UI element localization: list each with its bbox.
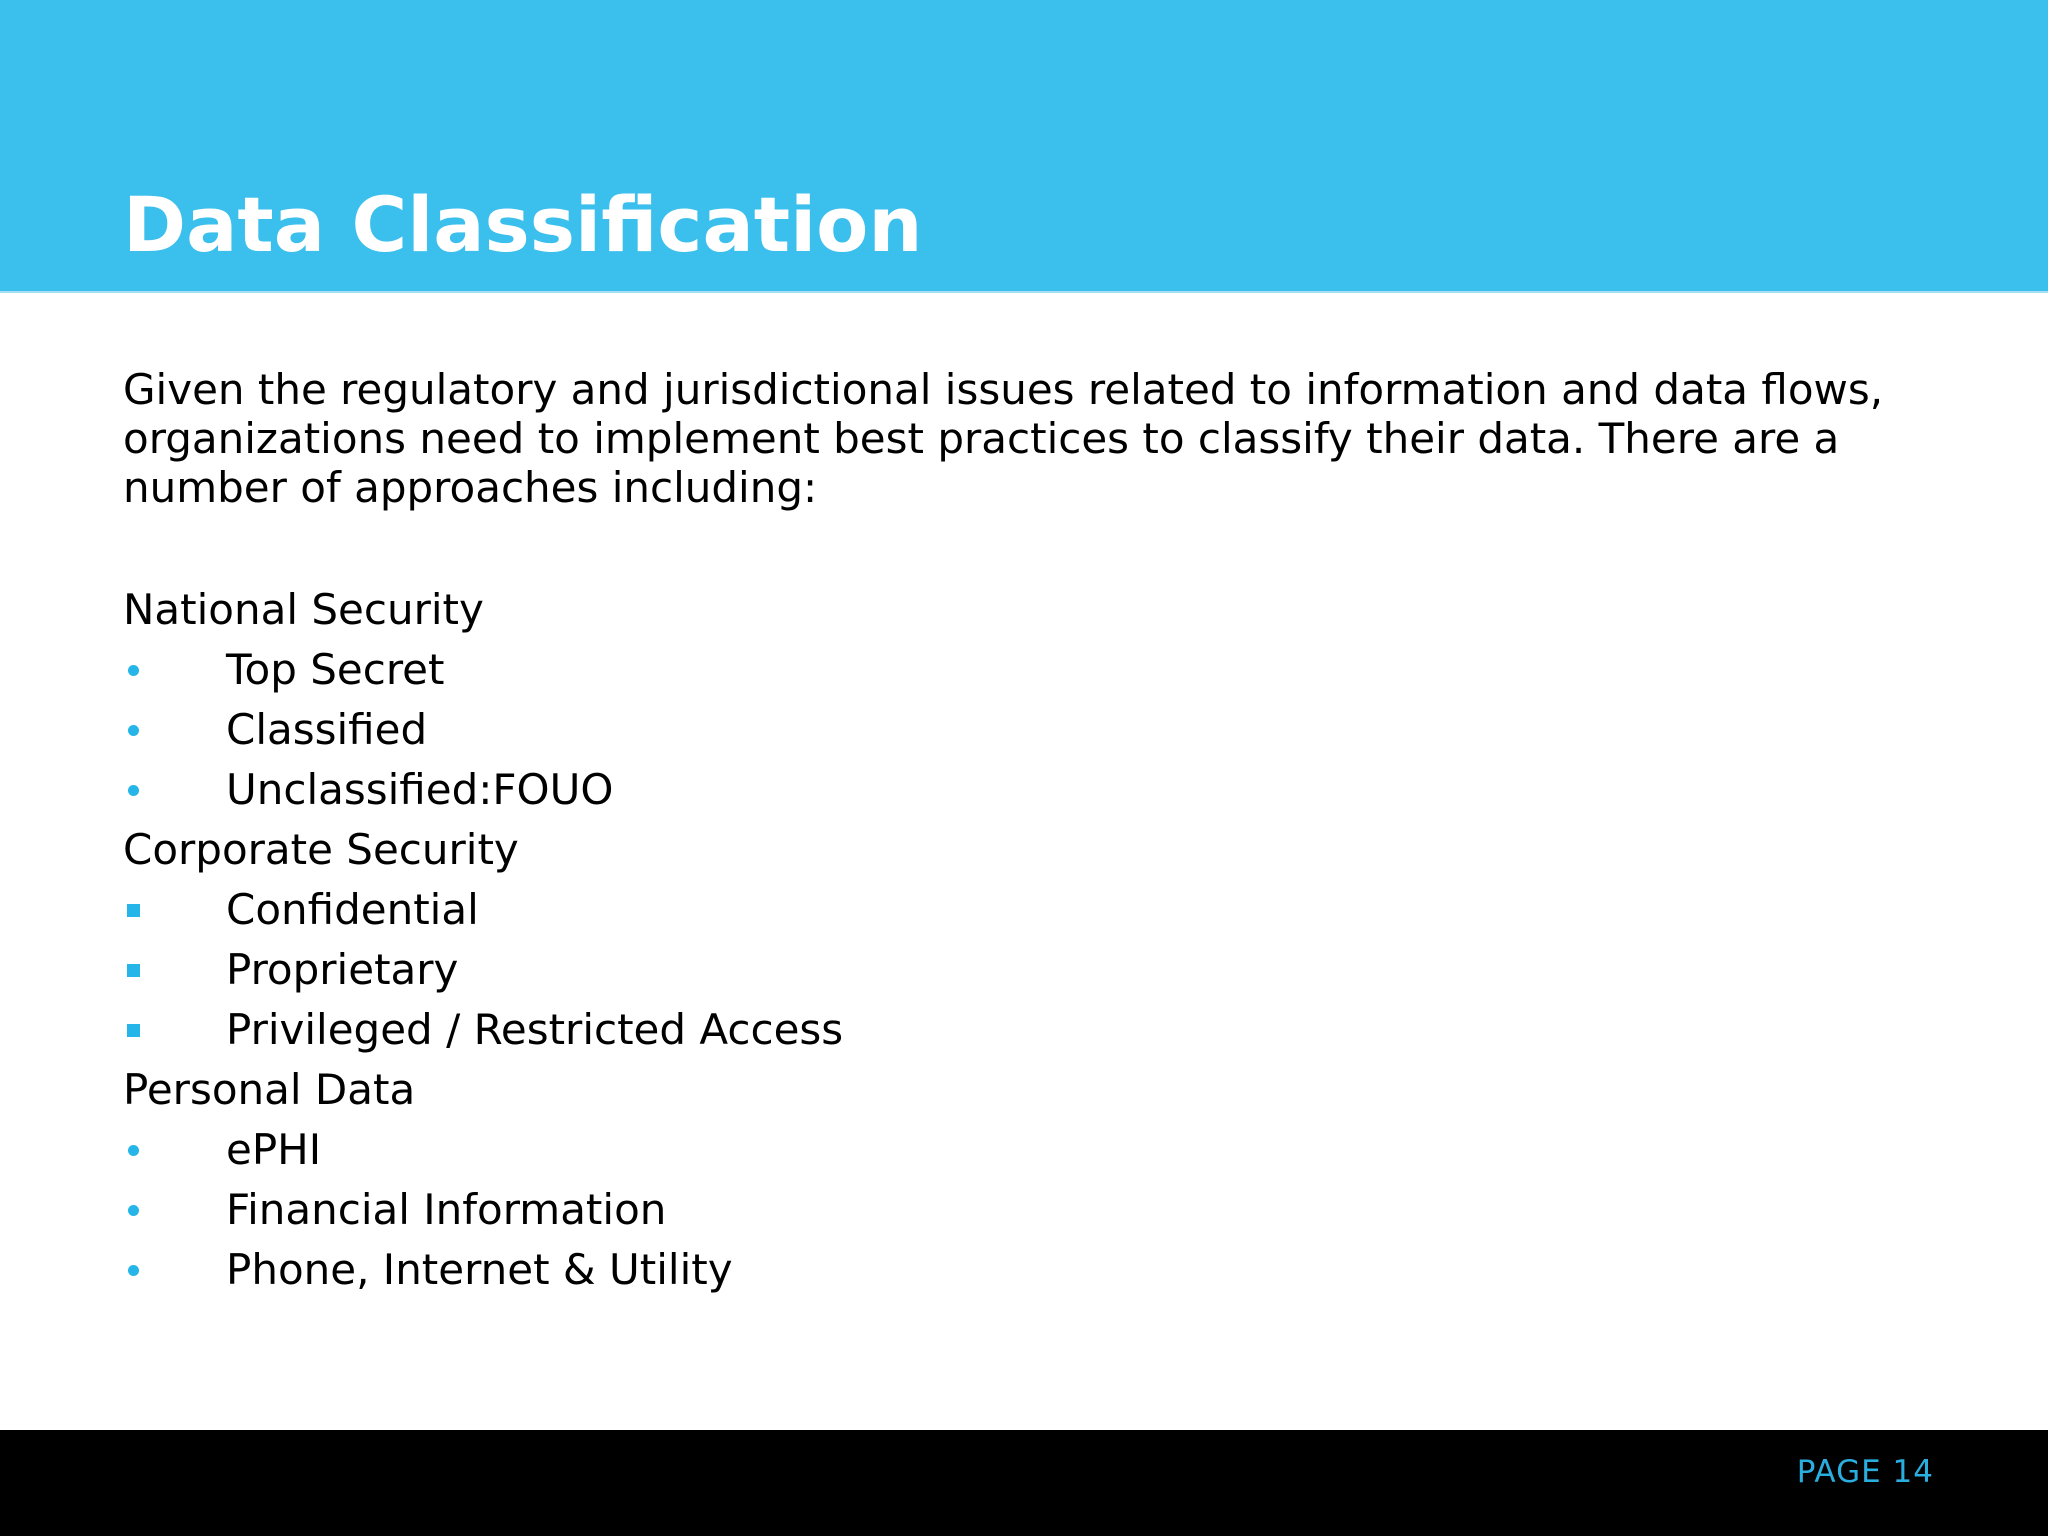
intro-paragraph: Given the regulatory and jurisdictional issues related to information and data flows, organizations need to implement best practices to classify their data. There are a number of approaches including: [123, 365, 1884, 512]
page-number: PAGE 14 [1796, 1454, 1934, 1490]
list-item [123, 640, 1323, 700]
list-item-label: Proprietary [226, 945, 459, 994]
list-item [123, 1000, 1323, 1060]
bullet-dot-icon [123, 1180, 143, 1240]
bullet-dot-icon [123, 700, 143, 760]
bullet-dot-icon [123, 1240, 143, 1300]
list-item-label: Confidential [226, 885, 479, 934]
list-item-label: Top Secret [226, 645, 445, 694]
list-item [123, 1240, 1323, 1300]
list-item [123, 760, 1323, 820]
category-heading-personal-data: Personal Data [123, 1065, 416, 1114]
list-item [123, 880, 1323, 940]
category-heading-corporate-security: Corporate Security [123, 825, 519, 874]
list-item-label: Unclassified:FOUO [226, 765, 614, 814]
slide-title: Data Classification [123, 180, 923, 269]
list-item [123, 1180, 1323, 1240]
list-item-label: Classified [226, 705, 428, 754]
list-item-label: Financial Information [226, 1185, 667, 1234]
list-item-label: Privileged / Restricted Access [226, 1005, 844, 1054]
bullet-square-icon [123, 940, 143, 1000]
footer-band [0, 1430, 2048, 1536]
bullet-dot-icon [123, 760, 143, 820]
list-item [123, 1120, 1323, 1180]
list-item-label: Phone, Internet & Utility [226, 1245, 733, 1294]
bullet-dot-icon [123, 1120, 143, 1180]
list-item [123, 940, 1323, 1000]
category-heading-national-security: National Security [123, 585, 484, 634]
list-item-label: ePHI [226, 1125, 322, 1174]
list-item [123, 700, 1323, 760]
bullet-square-icon [123, 880, 143, 940]
bullet-dot-icon [123, 640, 143, 700]
classification-list [123, 580, 1323, 1300]
bullet-square-icon [123, 1000, 143, 1060]
